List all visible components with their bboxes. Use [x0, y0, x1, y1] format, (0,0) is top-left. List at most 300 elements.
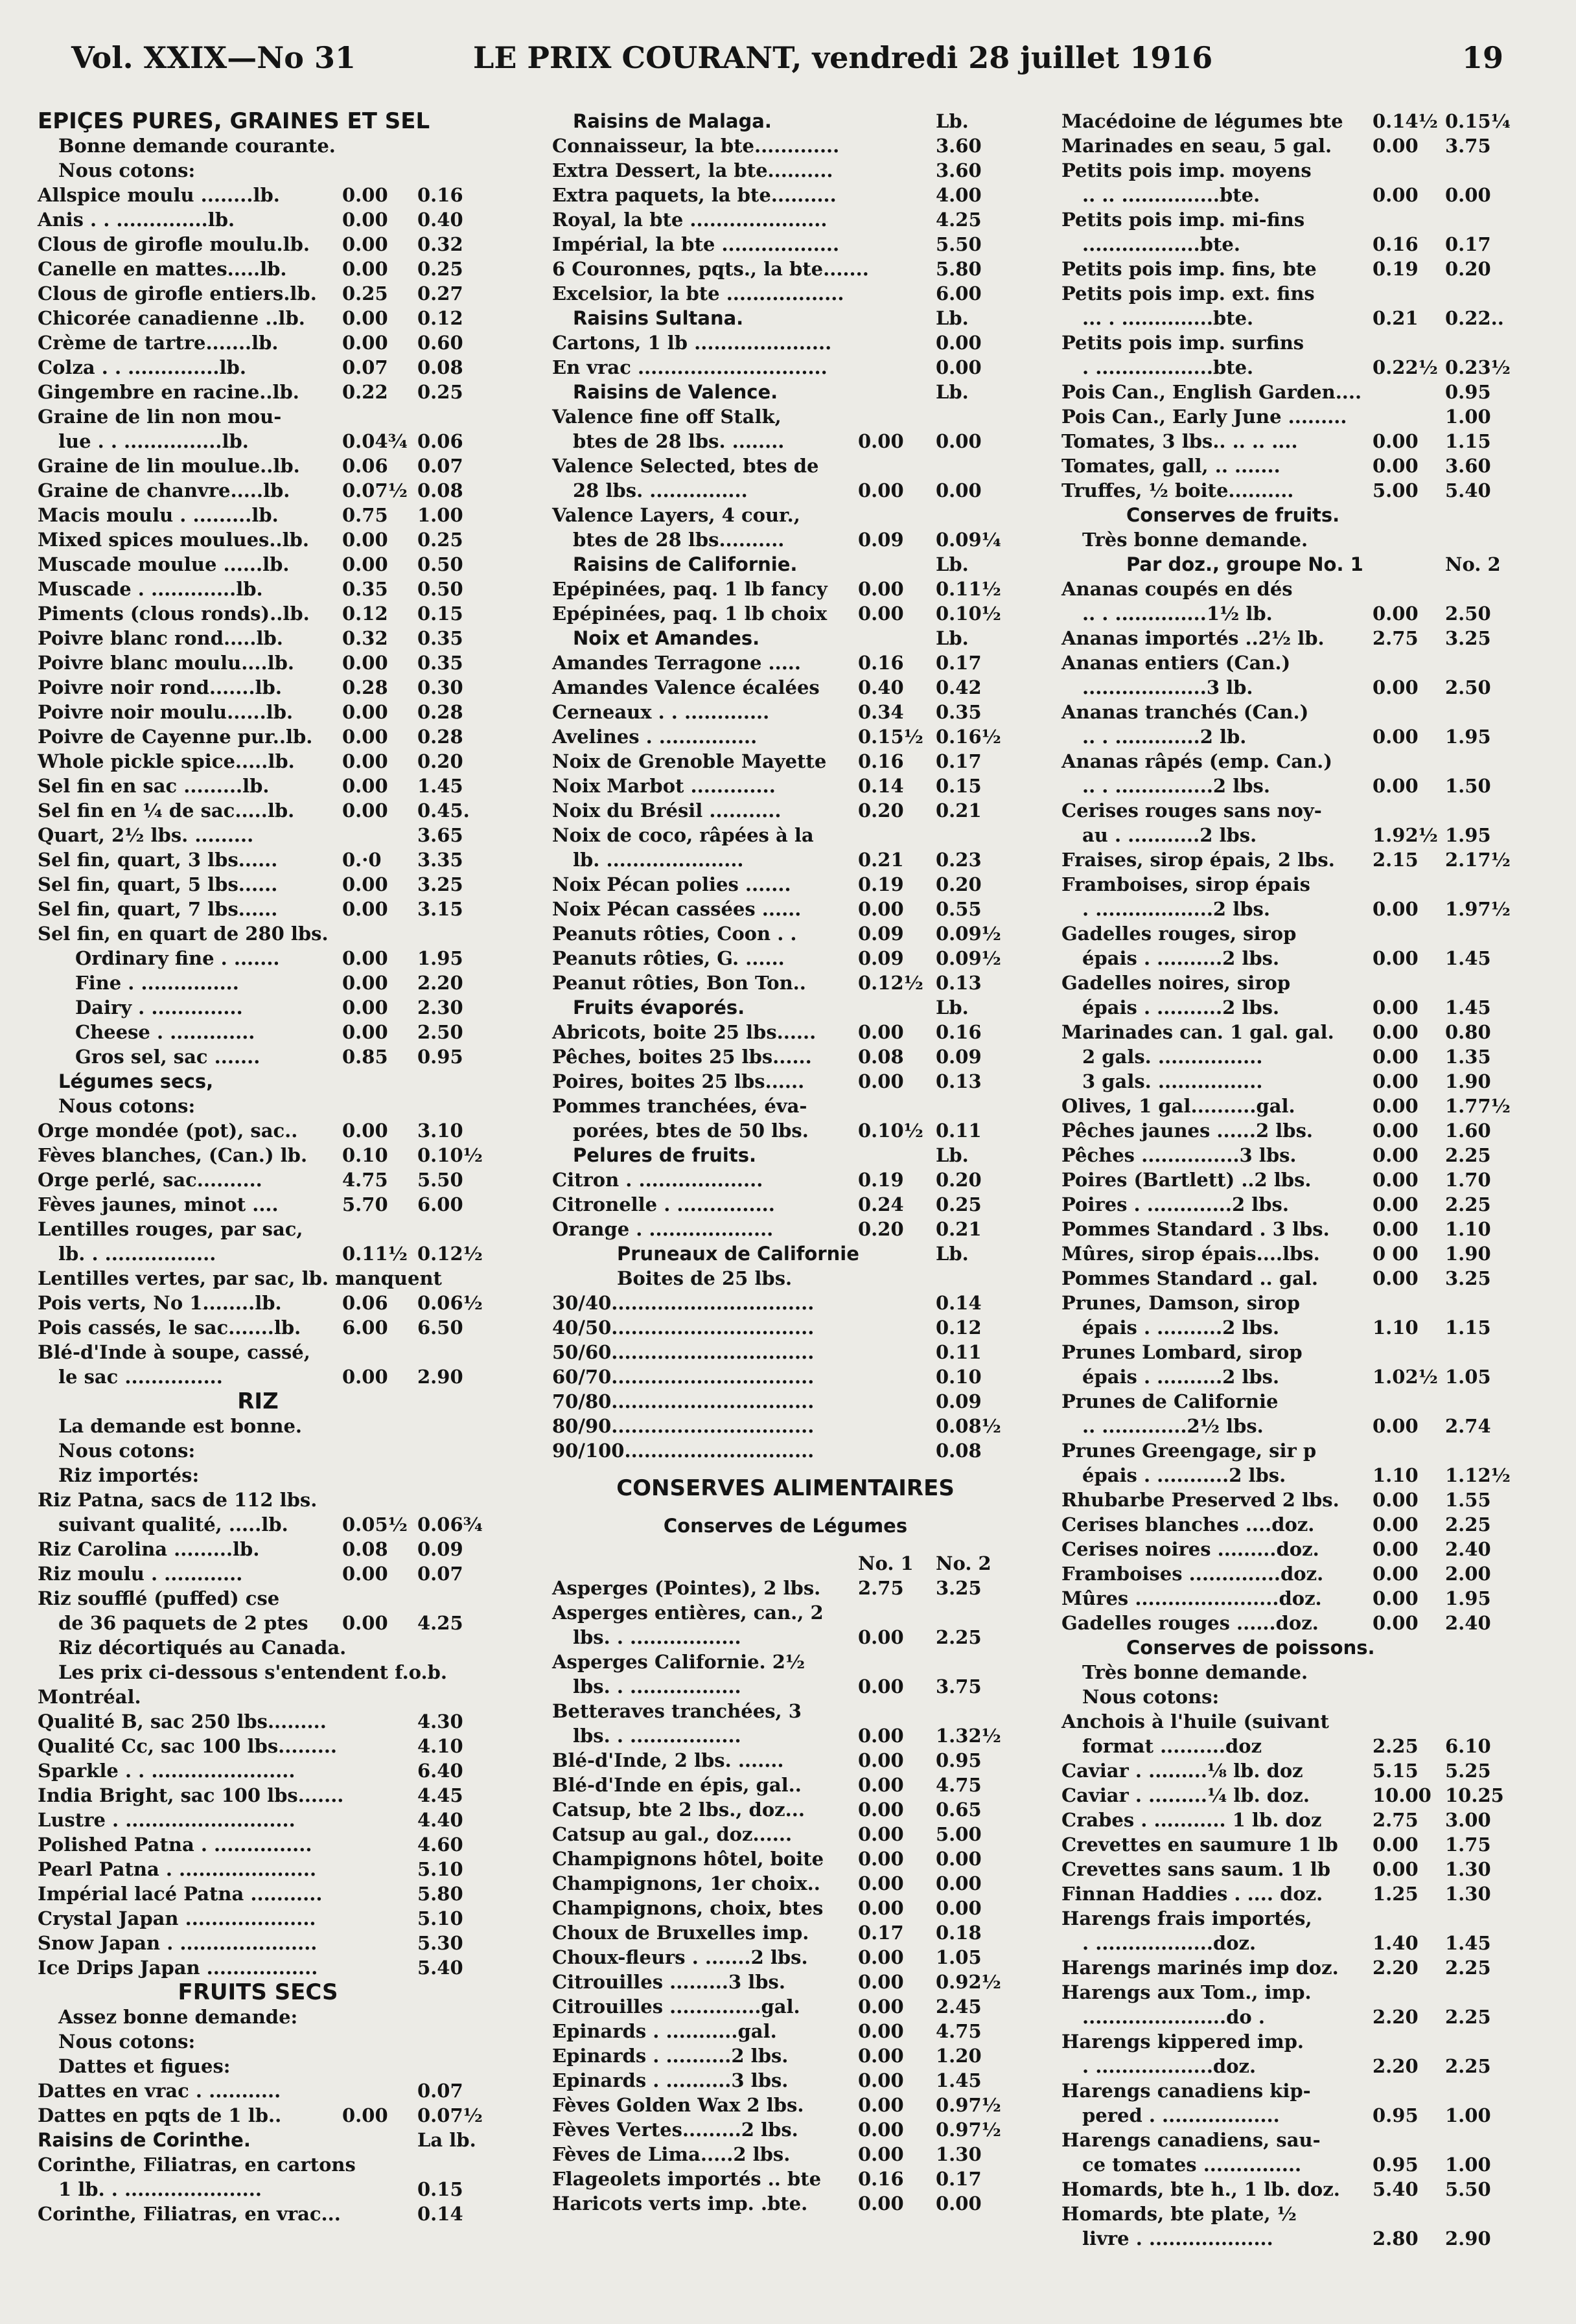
- item-label: Framboises ..............doz.: [1061, 1563, 1324, 1585]
- price-row: [1061, 626, 1535, 650]
- price-low: 0.00: [1373, 135, 1419, 157]
- price-row: [552, 2019, 1019, 2043]
- price-high: 0.08: [936, 1440, 982, 1462]
- item-label: 40/50...............................: [552, 1317, 815, 1339]
- price-low: 0.00: [342, 258, 388, 280]
- price-row: [1061, 650, 1535, 675]
- price-low: 0.00: [858, 1774, 904, 1796]
- price-high: 0.17: [1445, 233, 1491, 255]
- item-label: Poires, boites 25 lbs......: [552, 1070, 805, 1092]
- item-label: .. . .............2 lb.: [1082, 726, 1247, 748]
- price-row: [38, 774, 478, 798]
- subsection-heading: [552, 626, 1019, 650]
- item-label: 1 lb. . .....................: [58, 2178, 262, 2200]
- item-label: lb. . .................: [58, 1243, 216, 1265]
- price-row: [552, 700, 1019, 724]
- price-low: 0.00: [342, 209, 388, 231]
- price-high: 2.25: [1445, 2006, 1491, 2028]
- price-high: 2.25: [1445, 1193, 1491, 1215]
- price-high: 0.09: [936, 1046, 982, 1068]
- subsection-heading: [552, 995, 1019, 1020]
- price-low: 0.00: [1373, 430, 1419, 452]
- price-low: 0.08: [858, 1046, 904, 1068]
- price-low: 0.00: [342, 800, 388, 822]
- item-label: lbs. . .................: [573, 1626, 741, 1648]
- item-label: Fèves blanches, (Can.) lb.: [38, 1144, 308, 1166]
- item-label: Graine de lin non mou-: [38, 406, 282, 428]
- price-low: 5.15: [1373, 1760, 1419, 1782]
- price-row: [38, 1364, 478, 1389]
- price-low: 0.00: [1373, 1120, 1419, 1142]
- price-low: 0.00: [858, 578, 904, 600]
- price-low: 0.00: [858, 1823, 904, 1845]
- price-low: 0.00: [342, 873, 388, 895]
- price-high: 5.40: [417, 1957, 463, 1979]
- item-label: Citronelle . ...............: [552, 1193, 775, 1215]
- price-row: [1061, 971, 1535, 995]
- item-label: Crème de tartre.......lb.: [38, 332, 279, 354]
- price-high: 4.45: [417, 1784, 463, 1806]
- price-row: [1061, 1734, 1535, 1758]
- price-low: 0.00: [1373, 726, 1419, 748]
- price-low: 2.75: [1373, 1809, 1419, 1831]
- item-label: 50/60...............................: [552, 1341, 815, 1363]
- price-row: [1061, 1044, 1535, 1069]
- item-label: épais . ..........2 lbs.: [1082, 1317, 1280, 1339]
- item-label: Pruneaux de Californie: [617, 1243, 859, 1265]
- price-high: 0.10½: [936, 603, 1001, 625]
- price-high: 5.10: [417, 1858, 463, 1880]
- price-high: 1.50: [1445, 775, 1491, 797]
- price-row: [552, 1994, 1019, 2019]
- price-row: [1061, 109, 1535, 133]
- price-row: [1061, 2103, 1535, 2128]
- price-high: 2.25: [936, 1626, 982, 1648]
- item-label: Lentilles vertes, par sac, lb. manquent: [38, 1267, 442, 1289]
- item-label: Sel fin en sac .........lb.: [38, 775, 270, 797]
- price-high: 3.15: [417, 898, 463, 920]
- price-low: 0.00: [858, 1971, 904, 1993]
- price-row: [38, 1931, 478, 1955]
- item-label: Sel fin, quart, 3 lbs......: [38, 849, 278, 871]
- price-low: 0.08: [342, 1538, 388, 1560]
- item-label: .. . ..............1½ lb.: [1082, 603, 1273, 625]
- item-label: épais . ...........2 lbs.: [1082, 1464, 1286, 1486]
- item-label: Choux-fleurs . .......2 lbs.: [552, 1946, 808, 1968]
- item-label: Sel fin en ¼ de sac.....lb.: [38, 800, 295, 822]
- item-label: 70/80...............................: [552, 1390, 815, 1412]
- price-high: 1.00: [1445, 2104, 1491, 2126]
- price-row: [552, 281, 1019, 306]
- item-label: Canelle en mattes.....lb.: [38, 258, 287, 280]
- price-row: [552, 2191, 1019, 2216]
- price-high: 0.27: [417, 282, 463, 305]
- item-label: Légumes secs,: [58, 1070, 214, 1092]
- price-high: 5.50: [936, 233, 982, 255]
- price-row: [1061, 1857, 1535, 1881]
- note-text: [38, 1438, 478, 1463]
- price-row: [38, 404, 478, 429]
- price-high: 0.16: [936, 1021, 982, 1043]
- column-3: [1061, 109, 1535, 2251]
- price-high: 3.25: [417, 873, 463, 895]
- price-high: 2.90: [1445, 2227, 1491, 2249]
- item-label: Ananas coupés en dés: [1061, 578, 1293, 600]
- price-row: [1061, 133, 1535, 158]
- note-text: [38, 1414, 478, 1438]
- price-high: 4.25: [936, 209, 982, 231]
- price-low: 0.00: [1373, 184, 1419, 206]
- item-label: Truffes, ½ boite..........: [1061, 479, 1294, 501]
- item-label: Petits pois imp. moyens: [1061, 159, 1312, 181]
- item-label: Poires (Bartlett) ..2 lbs.: [1061, 1169, 1312, 1191]
- item-label: Mûres ......................doz.: [1061, 1587, 1322, 1609]
- price-high: 0.06: [417, 430, 463, 452]
- item-label: btes de 28 lbs. ........: [573, 430, 785, 452]
- item-label: Blé-d'Inde à soupe, cassé,: [38, 1341, 310, 1363]
- item-label: . ..................doz.: [1082, 1932, 1257, 1954]
- item-label: Cerneaux . . .............: [552, 701, 770, 723]
- price-high: 0.11½: [936, 578, 1001, 600]
- price-row: [38, 1118, 478, 1143]
- price-row: [1061, 257, 1535, 281]
- item-label: Catsup au gal., doz......: [552, 1823, 793, 1845]
- price-row: [38, 330, 478, 355]
- price-low: 1.40: [1373, 1932, 1419, 1954]
- price-row: [1061, 183, 1535, 207]
- price-row: [1061, 1586, 1535, 1611]
- item-label: CONSERVES ALIMENTAIRES: [616, 1475, 955, 1501]
- price-high: 0.60: [417, 332, 463, 354]
- price-row: [1061, 1340, 1535, 1364]
- item-label: Nous cotons:: [58, 1440, 196, 1462]
- price-row: [1061, 1217, 1535, 1241]
- price-row: [38, 207, 478, 232]
- price-low: 0.00: [858, 1749, 904, 1771]
- price-high: 1.15: [1445, 1317, 1491, 1339]
- item-label: Asperges (Pointes), 2 lbs.: [552, 1577, 821, 1599]
- price-high: 0.97½: [936, 2094, 1001, 2116]
- price-low: 0.00: [342, 775, 388, 797]
- price-row: [552, 1364, 1019, 1389]
- item-label: Harengs frais importés,: [1061, 1907, 1312, 1929]
- price-row: [552, 503, 1019, 527]
- price-row: [552, 1723, 1019, 1748]
- note-text: [38, 1685, 478, 1709]
- item-label: Orge perlé, sac..........: [38, 1169, 262, 1191]
- price-high: 3.10: [417, 1120, 463, 1142]
- price-low: 0.05½: [342, 1513, 408, 1536]
- price-row: [552, 946, 1019, 971]
- item-label: Crabes . ........... 1 lb. doz: [1061, 1809, 1322, 1831]
- price-high: 5.50: [417, 1169, 463, 1191]
- price-high: 3.25: [936, 1577, 982, 1599]
- item-label: Pommes Standard .. gal.: [1061, 1267, 1319, 1289]
- price-high: 1.45: [1445, 947, 1491, 969]
- item-label: Amandes Valence écalées: [552, 676, 820, 698]
- price-high: 0.20: [417, 750, 463, 772]
- spacer: [552, 1538, 1019, 1551]
- price-row: [38, 2177, 478, 2202]
- price-high: 0.32: [417, 233, 463, 255]
- item-label: Valence fine off Stalk,: [552, 406, 782, 428]
- spacer: [552, 1501, 1019, 1513]
- price-low: 0.16: [858, 652, 904, 674]
- price-row: [1061, 1881, 1535, 1906]
- price-high: 0.00: [936, 2192, 982, 2215]
- item-label: Raisins de Corinthe.: [38, 2129, 251, 2151]
- price-low: 0.00: [858, 1021, 904, 1043]
- item-label: 80/90...............................: [552, 1415, 815, 1437]
- price-low: 0.00: [1373, 1538, 1419, 1560]
- price-low: 0.09: [858, 923, 904, 945]
- item-label: . ..................doz.: [1082, 2055, 1257, 2077]
- price-low: 0.00: [342, 898, 388, 920]
- price-low: 0.00: [858, 2045, 904, 2067]
- price-row: [552, 1192, 1019, 1217]
- item-label: Champignons hôtel, boite: [552, 1848, 824, 1870]
- item-label: FRUITS SECS: [178, 1979, 338, 2005]
- item-label: Noix Marbot .............: [552, 775, 776, 797]
- item-label: Impérial lacé Patna ...........: [38, 1883, 323, 1905]
- price-high: 0.12: [417, 307, 463, 329]
- page-header: [71, 40, 1503, 92]
- subsection-heading: [552, 1513, 1019, 1538]
- price-high: 0.07: [417, 1563, 463, 1585]
- price-high: 1.30: [1445, 1858, 1491, 1880]
- price-row: [38, 749, 478, 774]
- item-label: Corinthe, Filiatras, en cartons: [38, 2154, 356, 2176]
- item-label: Raisins Sultana.: [573, 307, 744, 329]
- spacer: [552, 1463, 1019, 1476]
- price-row: [1061, 1537, 1535, 1561]
- price-high: 5.00: [936, 1823, 982, 1845]
- item-label: Nous cotons:: [1082, 1686, 1220, 1708]
- item-label: Pearl Patna . .....................: [38, 1858, 317, 1880]
- item-label: Sel fin, en quart de 280 lbs.: [38, 923, 329, 945]
- price-high: 1.35: [1445, 1046, 1491, 1068]
- price-low: 0.00: [858, 2143, 904, 2165]
- item-label: Royal, la bte .....................: [552, 209, 828, 231]
- price-row: [1061, 1168, 1535, 1192]
- item-label: Epinards . ...........gal.: [552, 2020, 777, 2042]
- price-row: [1061, 355, 1535, 380]
- price-row: [552, 133, 1019, 158]
- price-high: 1.00: [1445, 406, 1491, 428]
- price-high: 1.45: [1445, 996, 1491, 1018]
- item-label: btes de 28 lbs..........: [573, 529, 785, 551]
- item-label: Nous cotons:: [58, 159, 196, 181]
- price-row: [1061, 946, 1535, 971]
- item-label: Pêches ...............3 lbs.: [1061, 1144, 1297, 1166]
- item-label: Blé-d'Inde, 2 lbs. .......: [552, 1749, 784, 1771]
- price-row: [552, 1069, 1019, 1094]
- price-row: [552, 1822, 1019, 1847]
- price-high: Lb.: [936, 307, 969, 329]
- price-low: 0.00: [1373, 676, 1419, 698]
- price-row: [1061, 1783, 1535, 1808]
- price-row: [38, 1561, 478, 1586]
- price-row: [552, 2117, 1019, 2142]
- price-low: 5.00: [1373, 479, 1419, 501]
- price-low: 0.00: [342, 529, 388, 551]
- price-high: 2.45: [936, 1996, 982, 2018]
- price-row: [1061, 1438, 1535, 1463]
- price-row: [552, 429, 1019, 454]
- price-row: [38, 823, 478, 847]
- price-high: 0.25: [417, 529, 463, 551]
- price-row: [38, 1340, 478, 1364]
- item-label: Noix du Brésil ...........: [552, 800, 782, 822]
- item-label: 90/100.............................: [552, 1440, 815, 1462]
- price-low: 1.10: [1373, 1464, 1419, 1486]
- price-row: [552, 404, 1019, 429]
- item-label: Clous de girofle entiers.lb.: [38, 282, 317, 305]
- price-row: [552, 183, 1019, 207]
- price-row: [1061, 1758, 1535, 1783]
- price-row: [1061, 774, 1535, 798]
- item-label: Choux de Bruxelles imp.: [552, 1922, 809, 1944]
- price-high: 0.06½: [417, 1292, 483, 1314]
- price-row: [552, 330, 1019, 355]
- subsection-heading: [552, 380, 1019, 404]
- price-high: 0.07½: [417, 2104, 483, 2126]
- item-label: Poires . .............2 lbs.: [1061, 1193, 1289, 1215]
- item-label: Fèves de Lima.....2 lbs.: [552, 2143, 791, 2165]
- price-row: [38, 1266, 478, 1291]
- price-row: [1061, 1291, 1535, 1315]
- price-high: 0.95: [417, 1046, 463, 1068]
- price-row: [38, 1586, 478, 1611]
- price-high: 0.30: [417, 676, 463, 698]
- item-label: Harengs marinés imp doz.: [1061, 1957, 1339, 1979]
- price-high: 2.40: [1445, 1538, 1491, 1560]
- item-label: Citrouilles .........3 lbs.: [552, 1971, 785, 1993]
- price-low: 0.00: [1373, 1858, 1419, 1880]
- subsection-heading: [552, 306, 1019, 330]
- price-low: 0.12: [342, 603, 388, 625]
- subsection-heading: [552, 552, 1019, 577]
- price-high: 1.90: [1445, 1243, 1491, 1265]
- price-row: [38, 2103, 483, 2128]
- price-high: 0.25: [417, 381, 463, 403]
- item-label: Avelines . ...............: [552, 726, 758, 748]
- price-row: [1061, 2005, 1535, 2029]
- price-low: 0.19: [858, 1169, 904, 1191]
- price-low: 2.75: [858, 1577, 904, 1599]
- price-row: [1061, 1389, 1535, 1414]
- price-low: 2.20: [1373, 2055, 1419, 2077]
- price-high: Lb.: [936, 381, 969, 403]
- price-row: [552, 2142, 1019, 2167]
- item-label: Fine . ...............: [75, 972, 239, 994]
- price-low: 1.25: [1373, 1883, 1419, 1905]
- item-label: Prunes Greengage, sir p: [1061, 1440, 1317, 1462]
- item-label: Ordinary fine . .......: [75, 947, 280, 969]
- price-row: [1061, 2202, 1535, 2226]
- price-high: Lb.: [936, 1144, 969, 1166]
- price-low: 0.00: [858, 2119, 904, 2141]
- item-label: Gros sel, sac .......: [75, 1046, 261, 1068]
- price-high: 0.55: [936, 898, 982, 920]
- item-label: Anis . . ..............lb.: [38, 209, 235, 231]
- price-row: [1061, 577, 1535, 601]
- price-high: 2.25: [1445, 1957, 1491, 1979]
- price-row: [38, 1168, 478, 1192]
- price-row: [38, 1143, 483, 1168]
- price-high: 0.00: [936, 430, 982, 452]
- price-row: [1061, 872, 1535, 897]
- item-label: Ananas râpés (emp. Can.): [1061, 750, 1332, 772]
- item-label: RIZ: [237, 1388, 279, 1414]
- price-row: [552, 1389, 1019, 1414]
- price-high: No. 2: [936, 1552, 991, 1574]
- price-row: [1061, 823, 1535, 847]
- price-low: 0.00: [858, 1946, 904, 1968]
- price-row: [552, 1748, 1019, 1773]
- price-row: [38, 921, 478, 946]
- price-row: [38, 232, 478, 257]
- price-low: 0.07½: [342, 479, 408, 501]
- price-row: [38, 257, 478, 281]
- item-label: Crevettes sans saum. 1 lb: [1061, 1858, 1331, 1880]
- price-row: [1061, 1020, 1535, 1044]
- price-high: 3.00: [1445, 1809, 1491, 1831]
- price-high: 0.21: [936, 1218, 982, 1240]
- price-row: [38, 183, 478, 207]
- price-low: 0.09: [858, 947, 904, 969]
- price-high: Lb.: [936, 1243, 969, 1265]
- item-label: Noix et Amandes.: [573, 627, 760, 649]
- price-row: [1061, 380, 1535, 404]
- price-low: 0.12½: [858, 972, 923, 994]
- price-high: 0.35: [417, 652, 463, 674]
- item-label: Poivre noir rond.......lb.: [38, 676, 282, 698]
- price-high: 1.05: [936, 1946, 982, 1968]
- price-high: 0.23: [936, 849, 982, 871]
- price-row: [38, 1857, 478, 1881]
- item-label: Gadelles rouges, sirop: [1061, 923, 1297, 945]
- price-low: 0.00: [342, 652, 388, 674]
- price-row: [38, 552, 478, 577]
- item-label: Anchois à l'huile (suivant: [1061, 1710, 1329, 1732]
- price-low: 0.21: [1373, 307, 1419, 329]
- price-high: La lb.: [417, 2129, 476, 2151]
- item-label: Petits pois imp. ext. fins: [1061, 282, 1315, 305]
- price-high: 0.00: [1445, 184, 1491, 206]
- price-low: 0.00: [342, 701, 388, 723]
- price-row: [552, 897, 1019, 921]
- price-low: 0.00: [342, 750, 388, 772]
- item-label: Tomates, 3 lbs.. .. .. ....: [1061, 430, 1298, 452]
- price-high: 1.15: [1445, 430, 1491, 452]
- price-row: [552, 232, 1019, 257]
- price-high: 2.74: [1445, 1415, 1491, 1437]
- price-low: 0.40: [858, 676, 904, 698]
- item-label: Noix Pécan polies .......: [552, 873, 791, 895]
- price-high: 2.25: [1445, 2055, 1491, 2077]
- item-label: lbs. . .................: [573, 1675, 741, 1697]
- price-row: [38, 2152, 478, 2177]
- price-high: 1.00: [1445, 2154, 1491, 2176]
- price-low: 0.00: [1373, 1021, 1419, 1043]
- subsection-heading: [552, 109, 1019, 133]
- item-label: Conserves de fruits.: [1126, 504, 1340, 526]
- note-text: [1061, 1660, 1535, 1685]
- price-high: 1.75: [1445, 1834, 1491, 1856]
- price-row: [1061, 1192, 1535, 1217]
- price-row: [552, 1118, 1019, 1143]
